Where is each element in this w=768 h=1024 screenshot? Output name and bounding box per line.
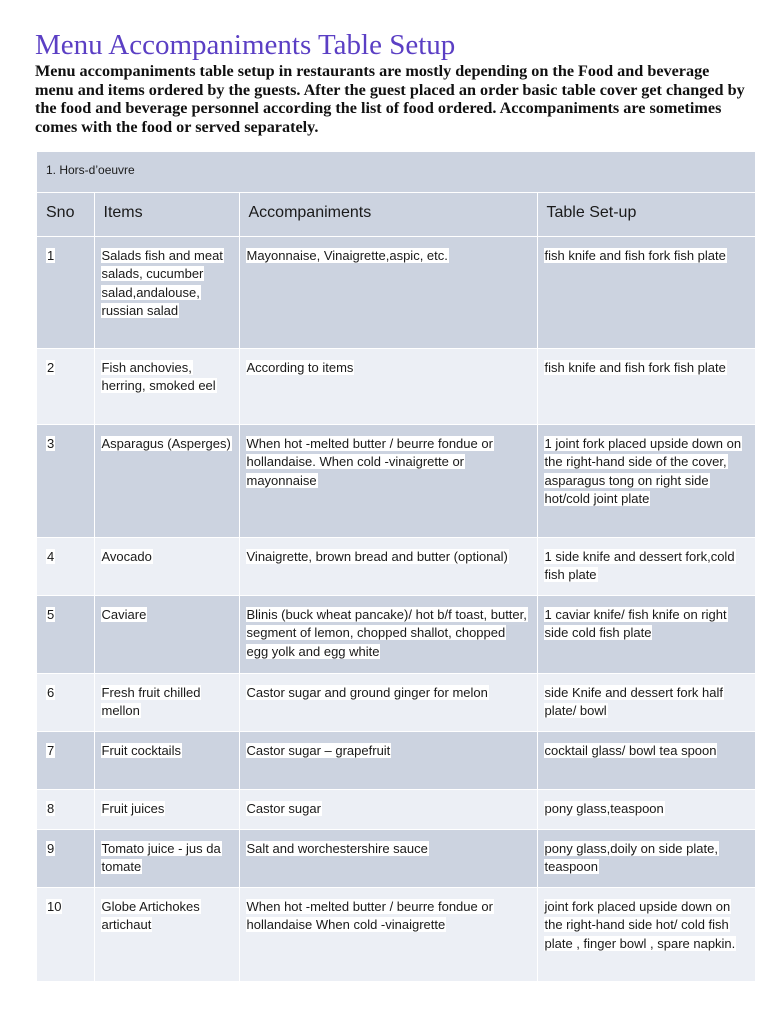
item-text: Asparagus (Asperges) [101,435,231,451]
item-text: Caviare [101,606,147,622]
header-sno: Sno [37,192,94,236]
table-row [37,887,755,981]
setup-text: pony glass,doily on side plate, teaspoon [544,840,718,874]
sno-text: 7 [47,742,55,758]
table-row [37,829,755,887]
accompaniments-text: Castor sugar and ground ginger for melon [246,684,488,700]
sno-text: 6 [47,684,55,700]
table-row [37,673,755,731]
table-row [37,236,755,348]
setup-text: pony glass,teaspoon [544,800,664,816]
table-row [37,731,755,789]
setup-text: cocktail glass/ bowl tea spoon [544,742,717,758]
accompaniments-text: Salt and worchestershire sauce [246,840,428,856]
item-cell [94,789,239,829]
sno-cell [37,348,94,424]
sno-cell [37,887,94,981]
item-text: Avocado [101,548,152,564]
table-row [37,537,755,595]
item-cell [94,595,239,673]
accompaniments-text: Vinaigrette, brown bread and butter (optional) [246,548,508,564]
section-title: 1. Hors-d’oeuvre [37,152,755,192]
header-setup: Table Set-up [537,192,755,236]
setup-text: side Knife and dessert fork half plate/ bowl [544,684,723,718]
accompaniments-cell [239,887,537,981]
setup-text: joint fork placed upside down on the right-hand side hot/ cold fish plate , finger bowl , spare napkin. [544,898,736,951]
setup-cell [537,236,755,348]
setup-text: fish knife and fish fork fish plate [544,359,726,375]
sno-cell [37,595,94,673]
accompaniments-text: Blinis (buck wheat pancake)/ hot b/f toast, butter, segment of lemon, chopped shallot, chopped egg yolk and egg white [246,606,527,659]
accompaniments-cell [239,537,537,595]
setup-cell [537,789,755,829]
accompaniments-text: Castor sugar [246,800,321,816]
item-cell [94,424,239,537]
setup-text: 1 side knife and dessert fork,cold fish plate [544,548,735,582]
sno-text: 9 [47,840,55,856]
item-cell [94,537,239,595]
accompaniments-cell [239,789,537,829]
sno-cell [37,731,94,789]
sno-text: 1 [47,247,55,263]
accompaniments-cell [239,595,537,673]
accompaniments-text: Mayonnaise, Vinaigrette,aspic, etc. [246,247,448,263]
item-cell [94,236,239,348]
intro-paragraph: Menu accompaniments table setup in restaurants are mostly depending on the Food and beverage menu and items ordered by the guests. After the guest placed an order basic table cover get changed by the food and beverage personnel according the list of food ordered. Accompaniments are sometimes comes with the food or served separately. [35,62,745,136]
sno-cell [37,829,94,887]
accompaniments-cell [239,236,537,348]
sno-text: 10 [47,898,62,914]
sno-text: 3 [47,435,55,451]
accompaniments-text: Castor sugar – grapefruit [246,742,391,758]
setup-text: fish knife and fish fork fish plate [544,247,726,263]
accompaniments-cell [239,731,537,789]
setup-cell [537,424,755,537]
item-text: Fresh fruit chilled mellon [101,684,201,718]
header-items: Items [94,192,239,236]
header-accompaniments: Accompaniments [239,192,537,236]
sno-text: 2 [47,359,55,375]
item-cell [94,673,239,731]
item-cell [94,348,239,424]
item-text: Fruit juices [101,800,165,816]
item-text: Fish anchovies, herring, smoked eel [101,359,216,393]
sno-cell [37,236,94,348]
item-cell [94,887,239,981]
item-text: Tomato juice - jus da tomate [101,840,221,874]
setup-cell [537,887,755,981]
page-title: Menu Accompaniments Table Setup [35,29,456,61]
sno-cell [37,424,94,537]
table-row [37,348,755,424]
sno-cell [37,673,94,731]
sno-cell [37,789,94,829]
sno-text: 8 [47,800,55,816]
item-text: Fruit cocktails [101,742,181,758]
accompaniments-text: When hot -melted butter / beurre fondue or hollandaise. When cold -vinaigrette or mayonnaise [246,435,493,488]
setup-text: 1 caviar knife/ fish knife on right side cold fish plate [544,606,727,640]
accompaniments-cell [239,673,537,731]
item-text: Salads fish and meat salads, cucumber salad,andalouse, russian salad [101,247,223,318]
accompaniments-cell [239,348,537,424]
header-row [37,192,755,236]
table-row [37,789,755,829]
item-text: Globe Artichokes artichaut [101,898,200,932]
section-row [37,152,755,192]
setup-cell [537,673,755,731]
item-cell [94,829,239,887]
table-row [37,424,755,537]
table-row [37,595,755,673]
accompaniments-text: When hot -melted butter / beurre fondue or hollandaise When cold -vinaigrette [246,898,493,932]
setup-cell [537,595,755,673]
sno-text: 4 [47,548,55,564]
setup-cell [537,731,755,789]
accompaniments-text: According to items [246,359,354,375]
accompaniments-cell [239,424,537,537]
setup-cell [537,537,755,595]
accompaniments-cell [239,829,537,887]
setup-cell [537,829,755,887]
setup-cell [537,348,755,424]
sno-cell [37,537,94,595]
item-cell [94,731,239,789]
sno-text: 5 [47,606,55,622]
setup-text: 1 joint fork placed upside down on the right-hand side of the cover, asparagus tong on right side hot/cold joint plate [544,435,742,506]
accompaniments-table [37,152,755,982]
